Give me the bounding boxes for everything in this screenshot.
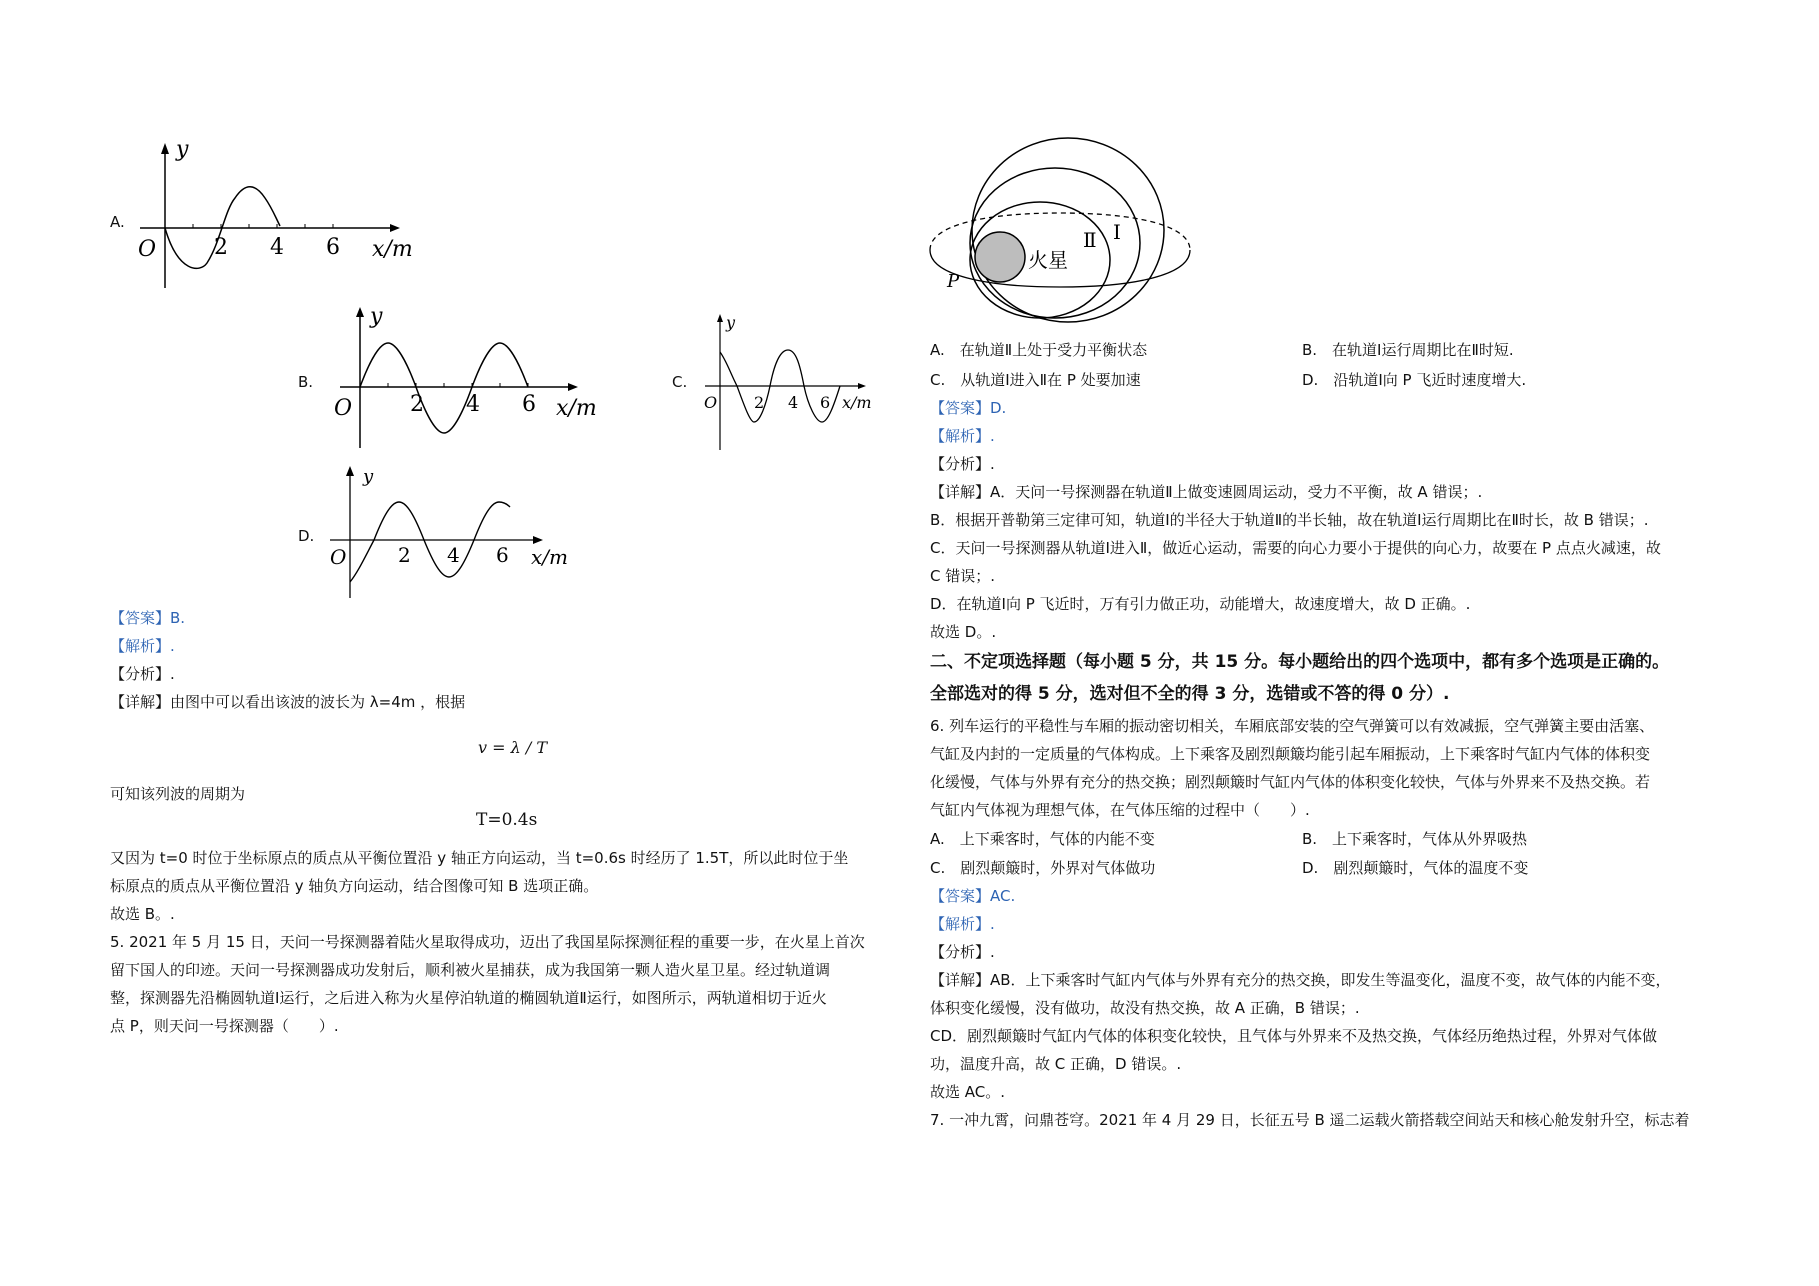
q4-formula-v: v = λ / T (478, 738, 547, 757)
q5-option-a: A. 在轨道Ⅱ上处于受力平衡状态 (930, 341, 1148, 359)
q5-option-b: B. 在轨道Ⅰ运行周期比在Ⅱ时短. (1302, 341, 1514, 359)
graph-d-yaxis: y (363, 466, 374, 487)
graph-b-tick-6: 6 (522, 392, 536, 417)
q6-option-b: B. 上下乘客时，气体从外界吸热 (1302, 830, 1528, 848)
q6-fenxi: 【分析】. (930, 943, 995, 961)
graph-c-tick-6: 6 (820, 393, 831, 412)
q4-choose: 故选 B。. (110, 905, 175, 923)
q5-detail-6: 故选 D。. (930, 623, 997, 641)
q5-detail-1: 【详解】A．天问一号探测器在轨道Ⅱ上做变速圆周运动，受力不平衡，故 A 错误；. (930, 483, 1483, 501)
q4-detail-1: 【详解】由图中可以看出该波的波长为 λ=4m ，根据 (110, 693, 466, 711)
graph-a (130, 138, 430, 293)
graph-c-xaxis: x/m (842, 393, 872, 412)
q6-option-a: A. 上下乘客时，气体的内能不变 (930, 830, 1155, 848)
q6-detail-4: 功，温度升高，故 C 正确，D 错误。. (930, 1055, 1182, 1073)
option-b-label: B. (298, 373, 314, 391)
orbit-2-label: Ⅱ (1083, 228, 1097, 252)
q4-period-text: 可知该列波的周期为 (110, 785, 246, 803)
graph-d-origin: O (330, 545, 347, 569)
q4-fenxi: 【分析】. (110, 665, 175, 683)
q6-detail-3: CD．剧烈颠簸时气缸内气体的体积变化较快，且气体与外界来不及热交换，气体经历绝热过程，外界对气体做 (930, 1027, 1658, 1045)
graph-c-origin: O (704, 393, 718, 412)
graph-a-tick-4: 4 (270, 235, 284, 260)
graph-d-tick-2: 2 (398, 543, 411, 567)
graph-b-origin: O (334, 396, 353, 421)
graph-d-xaxis: x/m (531, 545, 568, 569)
graph-d-tick-4: 4 (447, 543, 460, 567)
graph-d-tick-6: 6 (496, 543, 509, 567)
q6-answer: 【答案】AC. (930, 887, 1016, 905)
graph-a-xaxis: x/m (372, 237, 413, 262)
q7-line-1: 7. 一冲九霄，问鼎苍穹。2021 年 4 月 29 日，长征五号 B 遥二运载火箭搭载空间站天和核心舱发射升空，标志着 (930, 1111, 1690, 1129)
graph-c-tick-2: 2 (754, 393, 765, 412)
q5-fenxi: 【分析】. (930, 455, 995, 473)
graph-b (330, 305, 620, 455)
orbit-1-label: Ⅰ (1113, 220, 1121, 244)
graph-a-yaxis: y (176, 138, 189, 162)
graph-c (700, 310, 880, 455)
q6-detail-5: 故选 AC。. (930, 1083, 1006, 1101)
planet-label: 火星 (1028, 248, 1068, 272)
graph-a-tick-2: 2 (214, 235, 228, 260)
q6-line-4: 气缸内气体视为理想气体，在气体压缩的过程中（ ）. (930, 801, 1310, 819)
graph-c-tick-4: 4 (788, 393, 799, 412)
q5-line-2: 留下国人的印迹。天问一号探测器成功发射后，顺利被火星捕获，成为我国第一颗人造火星卫星。经过轨道调 (110, 961, 831, 979)
graph-a-origin: O (138, 237, 157, 262)
q6-line-1: 6. 列车运行的平稳性与车厢的振动密切相关，车厢底部安装的空气弹簧可以有效减振，空气弹簧主要由活塞、 (930, 717, 1655, 735)
graph-c-yaxis: y (726, 313, 736, 332)
graph-d (325, 462, 585, 602)
graph-b-yaxis: y (370, 305, 383, 329)
q4-detail-2a: 又因为 t=0 时位于坐标原点的质点从平衡位置沿 y 轴正方向运动，当 t=0.6s 时经历了 1.5T，所以此时位于坐 (110, 849, 849, 867)
q4-formula-t: T=0.4s (476, 810, 538, 830)
graph-a-tick-6: 6 (326, 235, 340, 260)
section-2-heading-b: 全部选对的得 5 分，选对但不全的得 3 分，选错或不答的得 0 分）. (930, 684, 1450, 704)
q5-detail-5: D．在轨道Ⅰ向 P 飞近时，万有引力做正功，动能增大，故速度增大，故 D 正确。. (930, 595, 1471, 613)
q5-answer: 【答案】D. (930, 399, 1007, 417)
q5-detail-2: B．根据开普勒第三定律可知，轨道Ⅰ的半径大于轨道Ⅱ的半长轴，故在轨道Ⅰ运行周期比在Ⅱ时长，故 B 错误；. (930, 511, 1649, 529)
q6-line-3: 化缓慢，气体与外界有充分的热交换；剧烈颠簸时气缸内气体的体积变化较快，气体与外界来不及热交换。若 (930, 773, 1651, 791)
graph-b-xaxis: x/m (556, 396, 597, 421)
q6-detail-2: 体积变化缓慢，没有做功，故没有热交换，故 A 正确，B 错误；. (930, 999, 1360, 1017)
q5-line-1: 5. 2021 年 5 月 15 日，天问一号探测器着陆火星取得成功，迈出了我国星际探测征程的重要一步，在火星上首次 (110, 933, 865, 951)
q6-option-d: D. 剧烈颠簸时，气体的温度不变 (1302, 859, 1529, 877)
orbit-diagram (925, 135, 1195, 335)
q5-line-4: 点 P，则天问一号探测器（ ）. (110, 1017, 339, 1035)
q6-analysis: 【解析】. (930, 915, 995, 933)
graph-b-tick-2: 2 (410, 392, 424, 417)
q6-option-c: C. 剧烈颠簸时，外界对气体做功 (930, 859, 1156, 877)
q5-detail-4: C 错误；. (930, 567, 996, 585)
q5-detail-3: C．天问一号探测器从轨道Ⅰ进入Ⅱ，做近心运动，需要的向心力要小于提供的向心力，故要在 P 点点火减速，故 (930, 539, 1661, 557)
q4-analysis: 【解析】. (110, 637, 175, 655)
section-2-heading-a: 二、不定项选择题（每小题 5 分，共 15 分。每小题给出的四个选项中，都有多个选项是正确的。 (930, 652, 1670, 672)
q6-line-2: 气缸及内封的一定质量的气体构成。上下乘客及剧烈颠簸均能引起车厢振动，上下乘客时气缸内气体的体积变 (930, 745, 1651, 763)
q4-answer: 【答案】B. (110, 609, 186, 627)
option-a-label: A. (110, 213, 125, 231)
q5-line-3: 整，探测器先沿椭圆轨道Ⅰ运行，之后进入称为火星停泊轨道的椭圆轨道Ⅱ运行，如图所示，两轨道相切于近火 (110, 989, 827, 1007)
q5-option-c: C. 从轨道Ⅰ进入Ⅱ在 P 处要加速 (930, 371, 1141, 389)
q5-option-d: D. 沿轨道Ⅰ向 P 飞近时速度增大. (1302, 371, 1527, 389)
point-p-label: P (947, 271, 960, 292)
option-c-label: C. (672, 373, 688, 391)
graph-b-tick-4: 4 (466, 392, 480, 417)
q4-detail-2b: 标原点的质点从平衡位置沿 y 轴负方向运动，结合图像可知 B 选项正确。 (110, 877, 599, 895)
q6-detail-1: 【详解】AB．上下乘客时气缸内气体与外界有充分的热交换，即发生等温变化，温度不变，故气体的内能不变， (930, 971, 1671, 989)
q5-analysis: 【解析】. (930, 427, 995, 445)
option-d-label: D. (298, 527, 315, 545)
